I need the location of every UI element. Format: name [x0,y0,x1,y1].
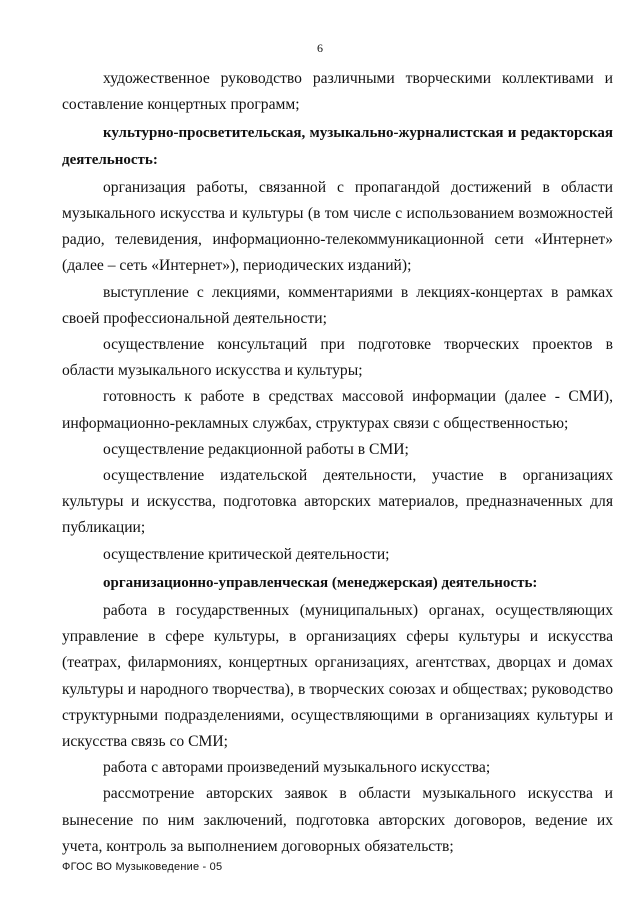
paragraph-publishing: осуществление издательской деятельности, участие в организациях культуры и искусства, подготовка авторских материалов, предназначенных для публикации; [62,467,613,537]
paragraph-lectures: выступление с лекциями, комментариями в лекциях-концертах в рамках своей профессиональной деятельности; [62,283,613,327]
document-footer: ФГОС ВО Музыковедение - 05 [62,861,223,873]
document-body [62,66,613,860]
paragraph-media-readiness: готовность к работе в средствах массовой информации (далее - СМИ), информационно-рекламных службах, структурах связи с общественностью; [62,388,613,432]
page-number: 6 [317,41,323,55]
paragraph-editorial-work: осуществление редакционной работы в СМИ; [103,440,409,458]
paragraph-artistic-direction: художественное руководство различными творческими коллективами и составление концертных программ; [62,70,613,114]
paragraph-authors-work: работа с авторами произведений музыкального искусства; [103,759,491,777]
paragraph-applications-review: рассмотрение авторских заявок в области музыкального искусства и вынесение по ним заключений, подготовка авторских договоров, ведение их учета, контроль за выполнением договорных обязательств; [62,785,613,855]
paragraph-consultations: осуществление консультаций при подготовке творческих проектов в области музыкального искусства и культуры; [62,336,613,380]
section-heading-cultural-educational: культурно-просветительская, музыкально-журналистская и редакторская деятельность: [62,125,613,168]
paragraph-critical-activity: осуществление критической деятельности; [103,545,390,563]
paragraph-promotion-work: организация работы, связанной с пропагандой достижений в области музыкального искусства и культуры (в том числе с использованием возможностей радио, телевидения, информационно-телекоммуникационной сети «Интернет» (далее – сеть «Интернет»), периодических изданий); [62,178,613,275]
paragraph-government-work: работа в государственных (муниципальных) органах, осуществляющих управление в сфере культуры, в организациях сферы культуры и искусства (театрах, филармониях, концертных организациях, агентствах, дворцах и домах культуры и народного творчества), в творческих союзах и обществах; руководство структурными подразделениями, осуществляющими в организациях культуры и искусства связь со СМИ; [62,602,613,751]
section-heading-management: организационно-управленческая (менеджерская) деятельность: [103,574,538,591]
